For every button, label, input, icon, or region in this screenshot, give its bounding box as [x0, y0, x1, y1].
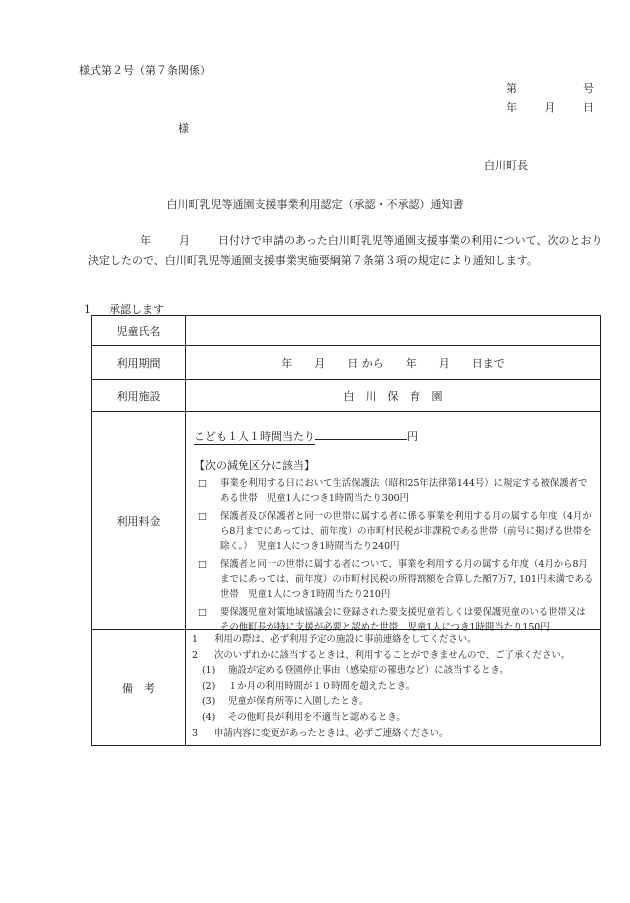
remark-item — [192, 726, 594, 742]
remark-sub-text: １か月の利用時間が１０時間を超えたとき。 — [228, 680, 416, 692]
exemption-option — [194, 509, 594, 554]
remark-subitem — [192, 679, 594, 695]
remark-subitem — [192, 663, 594, 679]
body-year: 年 — [140, 234, 151, 247]
date-year: 年 — [506, 101, 517, 114]
period-value: 年 月 日 から 年 月 日まで — [186, 346, 601, 380]
remark-sub-number: (3) — [202, 696, 216, 708]
body-month: 月 — [179, 234, 190, 247]
exemption-option — [194, 476, 594, 506]
exemption-text: 保護者と同一の世帯に属する者について、事業を利用する月の属する年度（4月から8月までにあっては、前年度）の市町村民税の所得割額を合算した額7万7, 101円未満である世帯 児童1人につき1時間当たり210円 — [220, 559, 594, 600]
fee-line-prefix: こども１人１時間当たり — [194, 430, 315, 443]
section-title: 承認します — [109, 303, 164, 316]
checkbox-icon[interactable]: □ — [198, 559, 207, 570]
exemption-text: 保護者及び保護者と同一の世帯に属する者に係る事業を利用する月の属する年度（4月から8月までにあっては、前年度）の市町村民税が非課税である世帯（前号に掲げる世帯を除く。） 児童1人につき1時間当たり240円 — [220, 511, 592, 552]
remark-subitem — [192, 710, 594, 726]
remark-sub-number: (2) — [202, 680, 216, 692]
issuer: 白川町長 — [484, 159, 528, 172]
remark-number: 2 — [192, 649, 198, 661]
remark-sub-number: (1) — [202, 665, 216, 677]
document-title: 白川町乳児等通園支援事業利用認定（承認・不承認）通知書 — [166, 198, 464, 211]
table-row — [92, 412, 601, 630]
checkbox-icon[interactable]: □ — [198, 607, 207, 618]
fee-line-suffix: 円 — [407, 430, 418, 443]
child-name-value — [186, 316, 601, 346]
ref-prefix: 第 — [506, 82, 517, 95]
child-name-label: 児童氏名 — [92, 316, 186, 346]
remark-subitem — [192, 694, 594, 710]
ref-suffix: 号 — [583, 82, 594, 95]
reference-number — [506, 80, 594, 96]
table-row — [92, 630, 601, 746]
facility-value: 白 川 保 育 園 — [186, 380, 601, 412]
period-label: 利用期間 — [92, 346, 186, 380]
fee-cell — [186, 412, 601, 633]
remark-sub-text: 施設が定める登園停止事由（感染症の罹患など）に該当するとき。 — [228, 665, 509, 677]
remark-text: 利用の際は、必ず利用予定の施設に事前連絡をしてください。 — [214, 634, 477, 645]
remark-sub-text: その他町長が利用を不適当と認めるとき。 — [228, 711, 406, 723]
remark-number: 1 — [192, 634, 198, 645]
exemption-text: 要保護児童対策地域協議会に登録された要支援児童若しくは要保護児童のいる世帯又はその他町長が特に支援が必要と認めた世帯 児童1人につき1時間当たり150円 — [220, 607, 586, 633]
addressee: 様 — [178, 122, 189, 135]
date-day: 日 — [583, 101, 594, 114]
issue-date — [506, 99, 594, 115]
table-row — [92, 316, 601, 346]
table-row — [92, 380, 601, 412]
section-number: 1 — [84, 303, 91, 316]
body-paragraph — [88, 231, 608, 271]
checkbox-icon[interactable]: □ — [198, 511, 207, 522]
facility-label: 利用施設 — [92, 380, 186, 412]
remark-sub-number: (4) — [202, 711, 216, 723]
date-month: 月 — [544, 101, 556, 114]
approval-table — [91, 315, 601, 746]
exemption-option — [194, 605, 594, 635]
table-row — [92, 346, 601, 380]
fee-line — [194, 427, 594, 445]
remark-text: 申請内容に変更があったときは、必ずご連絡ください。 — [214, 727, 449, 739]
remarks-cell — [186, 630, 601, 746]
form-number: 様式第２号（第７条関係） — [79, 64, 211, 77]
remark-text: 次のいずれかに該当するときは、利用することができませんので、ご了承ください。 — [214, 649, 571, 661]
exemption-heading: 【次の減免区分に該当】 — [194, 459, 315, 472]
exemption-text: 事業を利用する日において生活保護法（昭和25年法律第144号）に規定する被保護者である世帯 児童1人につき1時間当たり300円 — [220, 478, 588, 504]
remark-sub-text: 児童が保育所等に入園したとき。 — [228, 696, 369, 708]
fee-label: 利用料金 — [92, 412, 186, 630]
remark-item — [192, 648, 594, 664]
remarks-label: 備 考 — [92, 630, 186, 746]
exemption-option — [194, 557, 594, 602]
body-text: 日付けで申請のあった白川町乳児等通園支援事業の利用について、次のとおり決定したので、白川町乳児等通園支援事業実施要綱第７条第３項の規定により通知します。 — [88, 234, 603, 267]
checkbox-icon[interactable]: □ — [198, 478, 207, 489]
remark-number: 3 — [192, 727, 198, 739]
